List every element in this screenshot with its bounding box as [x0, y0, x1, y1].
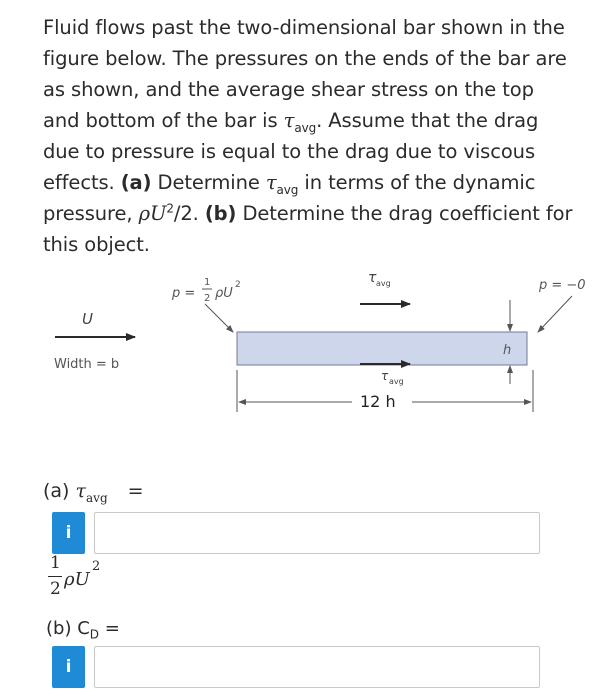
part-b-equals: = [99, 618, 120, 639]
problem-text: in terms of the dynamic pressure, [43, 171, 536, 225]
superscript: 2 [166, 201, 174, 216]
tau-top-sub: avg [376, 279, 391, 288]
bar-figure [0, 262, 600, 432]
units-frac-bar [48, 576, 62, 577]
part-a-units [46, 553, 166, 613]
rho-u-symbol: ρU [138, 202, 167, 225]
part-b-tag: (b) [204, 202, 237, 225]
info-icon: i [65, 523, 72, 543]
left-pressure-num: 1 [204, 277, 211, 288]
part-b-prefix: (b) C [46, 618, 90, 639]
width-label: Width = b [54, 357, 120, 372]
part-a-input[interactable] [94, 512, 540, 554]
part-b-label [46, 618, 120, 642]
part-b-sub: D [89, 627, 100, 642]
left-pressure-rhs: ρU [215, 286, 233, 301]
left-pressure-den: 2 [204, 293, 211, 304]
problem-text: Determine [151, 171, 266, 194]
tau-symbol: τ [283, 109, 295, 132]
info-button-a[interactable] [52, 512, 85, 554]
h-label: h [503, 343, 512, 358]
problem-text: Fluid flows past the two-dimensional bar shown in the figure below. The pressures on the ends of the bar are as shown, and the average shear stress on the top and bottom of the bar is [43, 16, 567, 132]
tau-subscript: avg [276, 182, 299, 197]
problem-text: . Assume that the drag due to pressure is equal to the drag due to viscous effects. [43, 109, 539, 194]
tau-top-label: τ [368, 270, 377, 286]
units-exp: 2 [92, 559, 101, 574]
units-rho-u: ρU [64, 569, 90, 590]
tau-subscript: avg [294, 120, 317, 135]
right-pressure-label: p = −0 [539, 278, 586, 293]
info-button-b[interactable] [52, 646, 85, 688]
units-frac-num: 1 [50, 553, 61, 573]
problem-statement [43, 12, 573, 260]
part-b-input[interactable] [94, 646, 540, 688]
part-a-prefix: (a) [43, 480, 76, 502]
left-pressure-exp: 2 [235, 280, 241, 290]
units-frac-den: 2 [50, 579, 61, 599]
tau-symbol: τ [265, 171, 277, 194]
part-a-label [43, 480, 144, 505]
problem-text: /2. [173, 202, 205, 225]
problem-text: Determine the drag coefficient for this object. [43, 202, 573, 256]
tau-bottom-label: τ [381, 369, 389, 383]
length-label: 12 h [360, 392, 396, 411]
info-icon: i [65, 657, 72, 677]
bar-rectangle [237, 332, 527, 365]
flow-u-label: U [82, 310, 93, 328]
left-pressure-pointer [205, 304, 233, 332]
left-pressure-lhs: p = [172, 286, 196, 301]
part-a-tau-sub: avg [86, 490, 108, 505]
part-a-tag: (a) [120, 171, 152, 194]
part-a-equals: = [127, 480, 144, 502]
right-pressure-pointer [538, 296, 572, 332]
part-a-tau: τ [75, 480, 87, 502]
tau-bottom-sub: avg [389, 377, 404, 386]
